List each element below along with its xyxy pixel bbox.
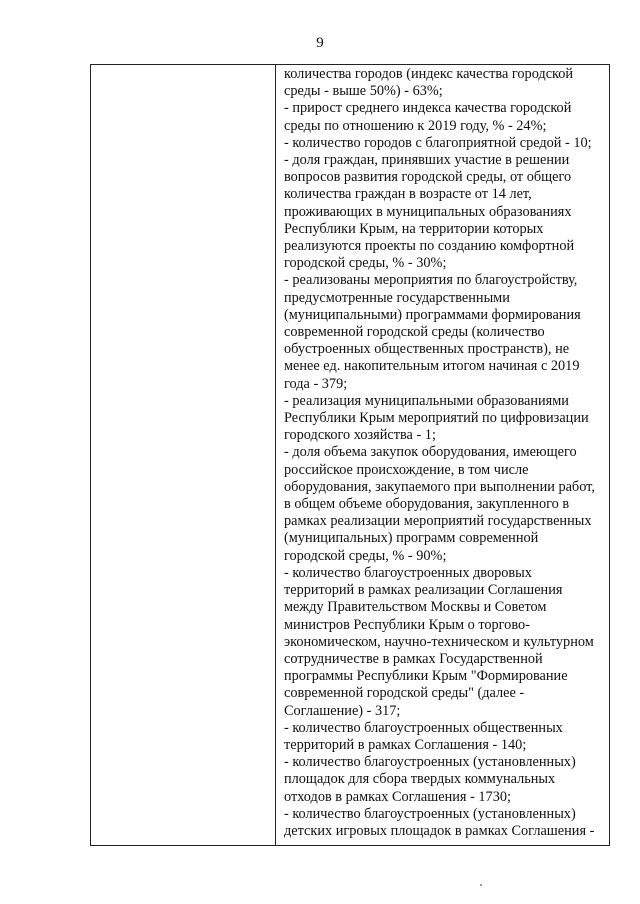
text-line: современной городской среды (количество <box>284 324 545 341</box>
text-line: - прирост среднего индекса качества городской <box>284 100 572 117</box>
text-line: количества граждан в возрасте от 14 лет, <box>284 186 532 203</box>
text-line: Республики Крым мероприятий по цифровизации <box>284 410 589 427</box>
page-number: 9 <box>316 35 324 51</box>
text-line: рамках реализации мероприятий государственных <box>284 513 592 530</box>
text-line: Соглашение) - 317; <box>284 702 401 719</box>
text-line: площадок для сбора твердых коммунальных <box>284 771 556 788</box>
text-line: территорий в рамках Соглашения - 140; <box>284 736 527 753</box>
text-line: современной городской среды" (далее - <box>284 685 525 702</box>
text-line: - реализация муниципальными образованиями <box>284 392 569 409</box>
document-table <box>90 64 610 846</box>
text-line: экономическом, научно-техническом и культурном <box>284 633 594 650</box>
text-line: (муниципальных) программ современной <box>284 530 539 547</box>
text-line: министров Республики Крым о торгово- <box>284 616 530 633</box>
text-line: отходов в рамках Соглашения - 1730; <box>284 788 511 805</box>
text-line: оборудования, закупаемого при выполнении работ, <box>284 478 595 495</box>
text-line: - количество городов с благоприятной средой - 10; <box>284 134 592 151</box>
text-line: детских игровых площадок в рамках Соглашения - <box>284 822 595 839</box>
text-line: - количество благоустроенных дворовых <box>284 564 532 581</box>
scan-dot-mark <box>480 884 482 886</box>
table-left-cell <box>91 65 276 845</box>
text-line: - доля объема закупок оборудования, имеющего <box>284 444 577 461</box>
text-line: городской среды, % - 30%; <box>284 255 447 272</box>
text-line: года - 379; <box>284 375 348 392</box>
text-line: обустроенных общественных пространств), не <box>284 341 570 358</box>
text-line: российское происхождение, в том числе <box>284 461 529 478</box>
text-line: реализуются проекты по созданию комфортной <box>284 238 575 255</box>
text-line: среды - выше 50%) - 63%; <box>284 83 443 100</box>
table-right-cell <box>276 65 609 845</box>
text-line: (муниципальными) программами формирования <box>284 306 581 323</box>
text-line: сотрудничестве в рамках Государственной <box>284 650 543 667</box>
text-line: Республики Крым, на территории которых <box>284 220 544 237</box>
text-line: - количество благоустроенных (установленных) <box>284 754 576 771</box>
text-line: городской среды, % - 90%; <box>284 547 447 564</box>
text-line: среды по отношению к 2019 году, % - 24%; <box>284 117 547 134</box>
text-line: вопросов развития городской среды, от общего <box>284 169 572 186</box>
text-line: в общем объеме оборудования, закупленного в <box>284 496 570 513</box>
text-line: городского хозяйства - 1; <box>284 427 436 444</box>
text-line: - количество благоустроенных (установленных) <box>284 805 576 822</box>
text-line: программы Республики Крым "Формирование <box>284 668 568 685</box>
text-line: предусмотренные государственными <box>284 289 510 306</box>
text-line: проживающих в муниципальных образованиях <box>284 203 572 220</box>
text-line: менее ед. накопительным итогом начиная с 2019 <box>284 358 580 375</box>
text-line: - доля граждан, принявших участие в решении <box>284 152 570 169</box>
text-line: между Правительством Москвы и Советом <box>284 599 547 616</box>
text-line: территорий в рамках реализации Соглашения <box>284 582 563 599</box>
text-line: количества городов (индекс качества городской <box>284 66 574 82</box>
text-line: - реализованы мероприятия по благоустройству, <box>284 272 578 289</box>
text-line: - количество благоустроенных общественных <box>284 719 563 736</box>
